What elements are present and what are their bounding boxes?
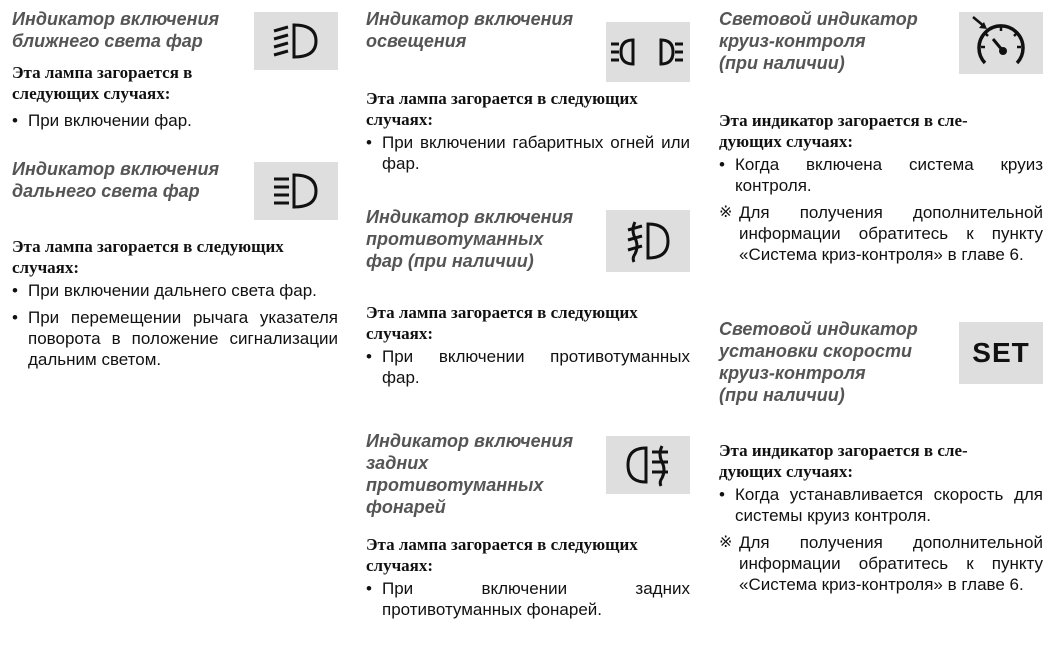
rear-fog-section [366, 430, 690, 620]
section-title: Индикатор включения дальнего света фар [12, 159, 220, 201]
column-1 [12, 8, 338, 376]
column-2 [366, 8, 690, 626]
section-title: Световой индикатор установки скорости круиз-контроля (при наличии) [719, 319, 918, 405]
set-speed-section [719, 318, 1043, 595]
high-beam-icon [254, 162, 338, 220]
front-fog-section [366, 206, 690, 430]
note-item: ※ Для получения дополнительной информации обратитесь к пункту «Система криз-контроля» в главе 6. [719, 533, 1043, 594]
column-3 [719, 8, 1043, 601]
section-lead: Эта индикатор загорается в сле- дующих случаях: [719, 441, 968, 481]
section-lead: Эта лампа загорается в следующих случаях: [12, 63, 193, 103]
section-title: Индикатор включения задних противотуманных фонарей [366, 431, 574, 517]
list-item: • При включении противотуманных фар. [366, 346, 690, 388]
note-item: ※ Для получения дополнительной информации обратитесь к пункту «Система криз-контроля» в главе 6. [719, 203, 1043, 264]
section-lead: Эта лампа загорается в следующих случаях: [366, 535, 638, 575]
section-title: Индикатор включения ближнего света фар [12, 9, 220, 51]
list-item: • При включении дальнего света фар. [12, 280, 338, 301]
section-lead: Эта лампа загорается в следующих случаях: [366, 303, 638, 343]
high-beam-section [12, 158, 338, 370]
list-item: • При включении задних противотуманных фонарей. [366, 578, 690, 620]
list-item: • При включении фар. [12, 110, 338, 131]
section-title: Индикатор включения освещения [366, 9, 574, 51]
section-lead: Эта лампа загорается в следующих случаях: [12, 237, 284, 277]
position-lights-icon [606, 22, 690, 82]
rear-fog-icon [606, 436, 690, 494]
section-title: Индикатор включения противотуманных фар (при наличии) [366, 207, 574, 271]
list-item: • Когда устанавливается скорость для системы круиз контроля. [719, 484, 1043, 526]
note-mark: ※ [719, 534, 733, 551]
front-fog-icon [606, 210, 690, 272]
low-beam-section [12, 8, 338, 158]
set-indicator-icon: SET [959, 322, 1043, 384]
section-lead: Эта индикатор загорается в сле- дующих случаях: [719, 111, 968, 151]
list-item: • При включении габаритных огней или фар. [366, 132, 690, 174]
lighting-section [366, 8, 690, 206]
section-lead: Эта лампа загорается в следующих случаях: [366, 89, 638, 129]
list-item: • При перемещении рычага указателя поворота в положение сигнализации дальним светом. [12, 307, 338, 370]
cruise-control-icon [959, 12, 1043, 74]
low-beam-icon [254, 12, 338, 70]
cruise-control-section [719, 8, 1043, 318]
list-item: • Когда включена система круиз контроля. [719, 154, 1043, 196]
section-title: Световой индикатор круиз-контроля (при наличии) [719, 9, 918, 73]
note-mark: ※ [719, 204, 733, 221]
